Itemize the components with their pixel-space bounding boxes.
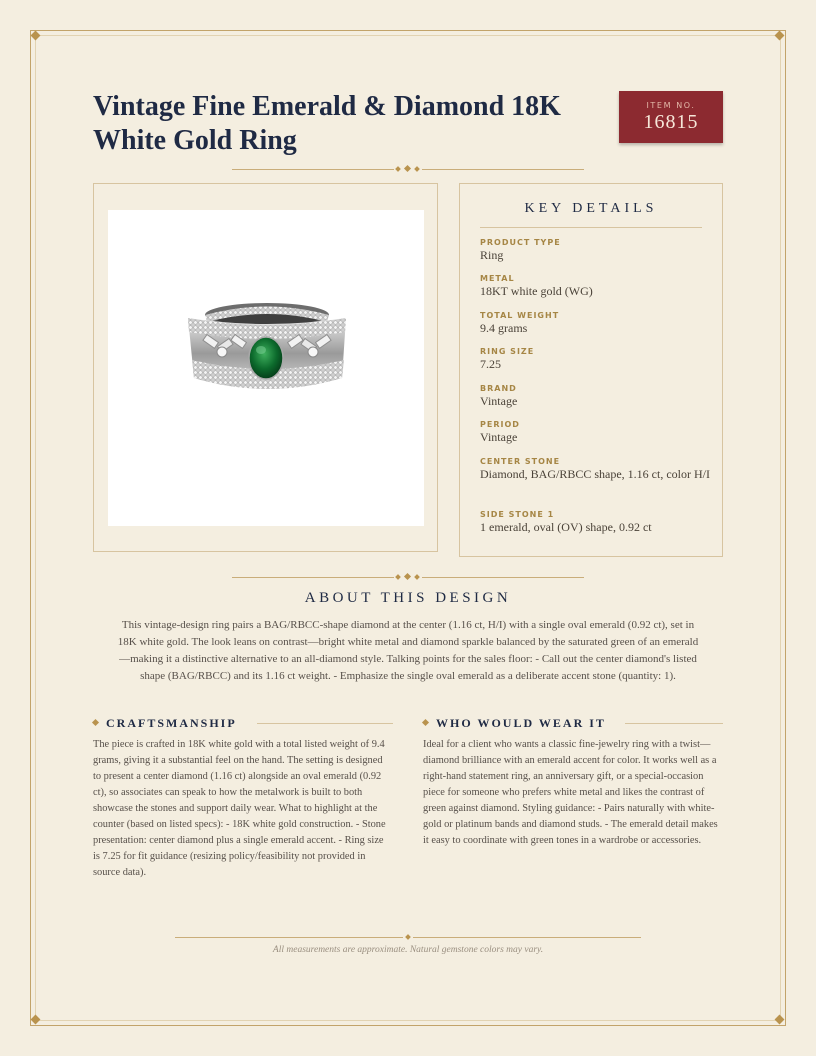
diamond-bullet-icon [422, 719, 429, 726]
detail-label: RING SIZE [480, 347, 535, 356]
craftsmanship-heading: CRAFTSMANSHIP [106, 716, 237, 730]
product-photo [108, 210, 424, 526]
about-paragraph: This vintage-design ring pairs a BAG/RBCC-shape diamond at the center (1.16 ct, H/I) with a single oval emerald (0.92 ct), set in 18K white gold. The look leans on contrast—bright white metal and diamond sparkle balanced by the saturated green of an emerald—making it a distinctive alternative to an all-diamond style. Talking points for the sales floor: - Call out the center diamond's listed shape (BAG/RBCC) and its 1.16 ct weight. - Emphasize the single oval emerald as a deliberate accent stone (quantity: 1). [117, 619, 699, 682]
diamond-bullet-icon [92, 719, 99, 726]
footer-note: All measurements are approximate. Natural gemstone colors may vary. [272, 945, 544, 955]
detail-total-weight [480, 311, 710, 337]
detail-value: 18KT white gold (WG) [480, 284, 593, 298]
key-details-panel [459, 183, 723, 557]
item-number-badge [619, 91, 723, 143]
detail-label: BRAND [480, 384, 517, 393]
key-details-heading: KEY DETAILS [524, 201, 658, 216]
product-photo-frame [93, 183, 438, 552]
detail-value: Vintage [480, 394, 518, 408]
detail-ring-size [480, 347, 710, 373]
detail-label: CENTER STONE [480, 457, 561, 466]
item-number-value: 16815 [643, 111, 699, 133]
detail-value: Vintage [480, 430, 518, 444]
who-wears-header [423, 716, 723, 730]
footer-divider [175, 932, 641, 942]
detail-side-stone [480, 510, 710, 536]
craftsmanship-paragraph: The piece is crafted in 18K white gold with a total listed weight of 9.4 grams, giving it a substantial feel on the hand. The setting is designed to present a center diamond (1.16 ct) alongside an oval emerald (0.92 ct), so associates can speak to how the metalwork is built to both showcase the stones and support daily wear. What to highlight at the counter (based on listed specs): - 18K white gold construction. - Stone presentation: center diamond plus a single emerald accent. - Ring size is 7.25 for fit guidance (resizing policy/feasibility not provided in source data). [93, 739, 386, 878]
ring-image [108, 210, 424, 526]
about-divider [232, 572, 584, 582]
about-heading: ABOUT THIS DESIGN [304, 590, 512, 606]
who-wears-paragraph: Ideal for a client who wants a classic fine-jewelry ring with a twist—diamond brilliance with an emerald accent for color. It works well as a right-hand statement ring, an anniversary gift, or a special-occasion piece for someone who prefers white metal and likes the contrast of green against diamond. Styling guidance: - Pairs naturally with white-gold or platinum bands and diamond studs. - The emerald detail makes it easy to coordinate with green tones in a wardrobe or accessories. [423, 739, 718, 846]
detail-value: 1 emerald, oval (OV) shape, 0.92 ct [480, 520, 652, 534]
detail-metal [480, 274, 710, 300]
craftsmanship-header [93, 716, 393, 730]
detail-label: SIDE STONE 1 [480, 510, 555, 519]
key-details-rule [480, 227, 702, 228]
detail-label: METAL [480, 274, 515, 283]
product-title: Vintage Fine Emerald & Diamond 18K White Gold Ring [93, 91, 561, 156]
detail-label: PERIOD [480, 420, 520, 429]
detail-value: 7.25 [480, 357, 501, 371]
title-divider [232, 164, 584, 174]
item-number-label: ITEM NO. [646, 101, 696, 110]
detail-center-stone [480, 457, 710, 483]
detail-label: PRODUCT TYPE [480, 238, 561, 247]
detail-brand [480, 384, 710, 410]
detail-label: TOTAL WEIGHT [480, 311, 560, 320]
detail-product-type [480, 238, 710, 264]
detail-value: Diamond, BAG/RBCC shape, 1.16 ct, color H/I [480, 467, 710, 481]
who-wears-heading: WHO WOULD WEAR IT [436, 716, 606, 730]
detail-value: Ring [480, 248, 504, 262]
detail-value: 9.4 grams [480, 321, 528, 335]
detail-period [480, 420, 710, 446]
